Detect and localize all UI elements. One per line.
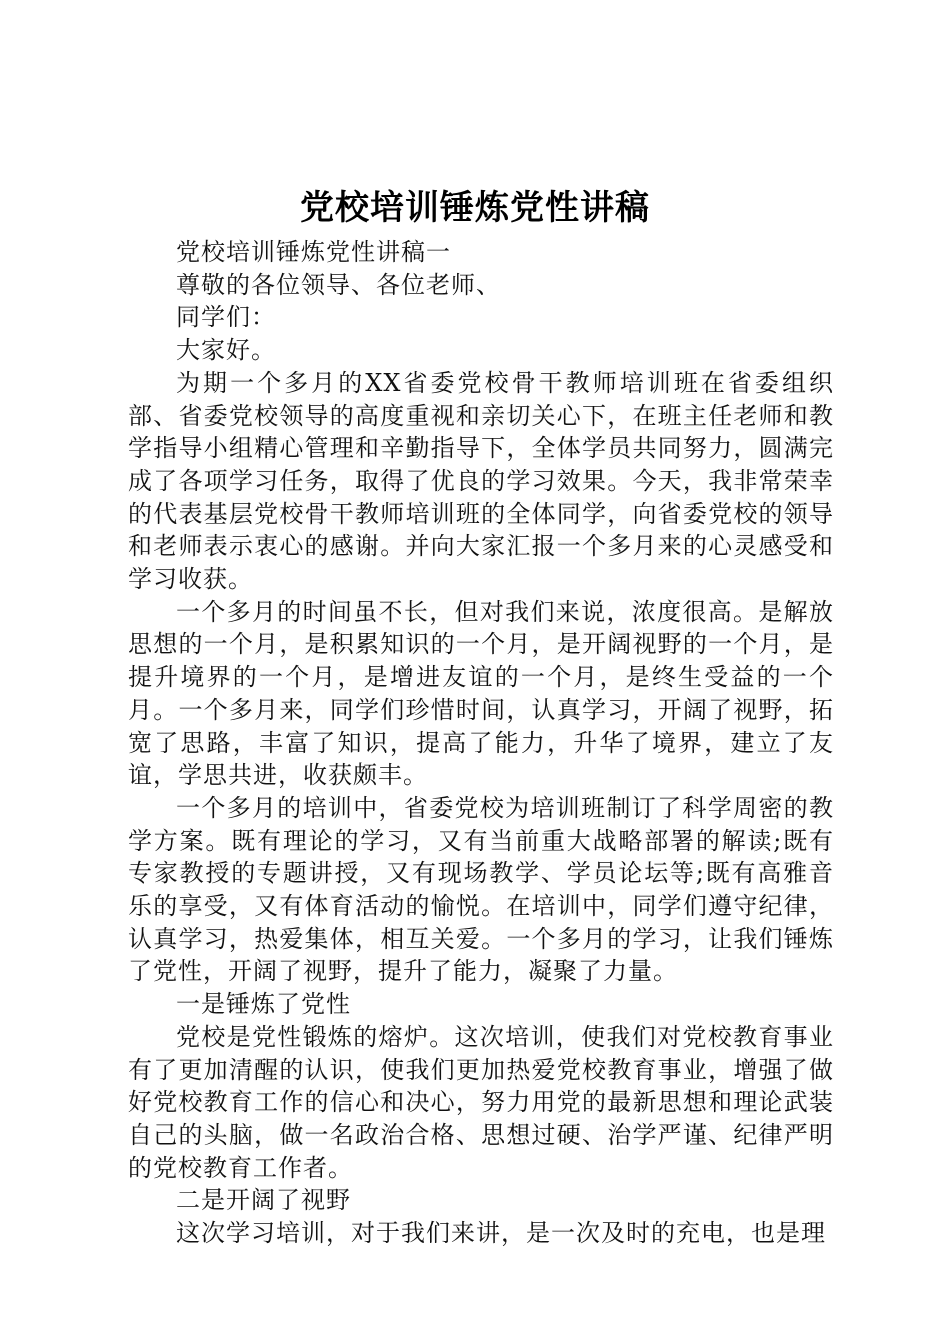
paragraph-salutation: 尊敬的各位领导、各位老师、 [176, 270, 501, 299]
paragraph-subtitle: 党校培训锤炼党性讲稿一 [176, 238, 451, 266]
paragraph: 党校是党性锻炼的熔炉。这次培训，使我们对党校教育事业有了更加清醒的认识，使我们更加热爱党校教育事业，增强了做好党校教育工作的信心和决心，努力用党的最新思想和理论武装自己的头脑，做一名政治合格、思想过硬、治学严谨、纪律严明的党校教育工作者。 [128, 1022, 834, 1182]
paragraph: 一个多月的时间虽不长，但对我们来说，浓度很高。是解放思想的一个月，是积累知识的一个月，是开阔视野的一个月，是提升境界的一个月，是增进友谊的一个月，是终生受益的一个月。一个多月来，同学们珍惜时间，认真学习，开阔了视野，拓宽了思路，丰富了知识，提高了能力，升华了境界，建立了友谊，学思共进，收获颇丰。 [128, 597, 834, 790]
document-body [128, 236, 834, 1250]
paragraph-salutation-cont: 同学们： [176, 303, 276, 332]
section-heading: 一是锤炼了党性 [176, 990, 351, 1019]
document-title: 党校培训锤炼党性讲稿 [300, 188, 650, 228]
paragraph: 这次学习培训，对于我们来讲，是一次及时的充电，也是理 [176, 1219, 826, 1248]
paragraph: 为期一个多月的XX省委党校骨干教师培训班在省委组织部、省委党校领导的高度重视和亲切关心下，在班主任老师和教学指导小组精心管理和辛勤指导下，全体学员共同努力，圆满完成了各项学习任务，取得了优良的学习效果。今天，我非常荣幸的代表基层党校骨干教师培训班的全体同学，向省委党校的领导和老师表示衷心的感谢。并向大家汇报一个多月来的心灵感受和学习收获。 [128, 368, 834, 594]
section-heading: 二是开阔了视野 [176, 1186, 351, 1215]
paragraph: 一个多月的培训中，省委党校为培训班制订了科学周密的教学方案。既有理论的学习，又有当前重大战略部署的解读;既有专家教授的专题讲授，又有现场教学、学员论坛等;既有高雅音乐的享受，又有体育活动的愉悦。在培训中，同学们遵守纪律，认真学习，热爱集体，相互关爱。一个多月的学习，让我们锤炼了党性，开阔了视野，提升了能力，凝聚了力量。 [128, 793, 834, 986]
paragraph-greeting: 大家好。 [176, 336, 276, 365]
